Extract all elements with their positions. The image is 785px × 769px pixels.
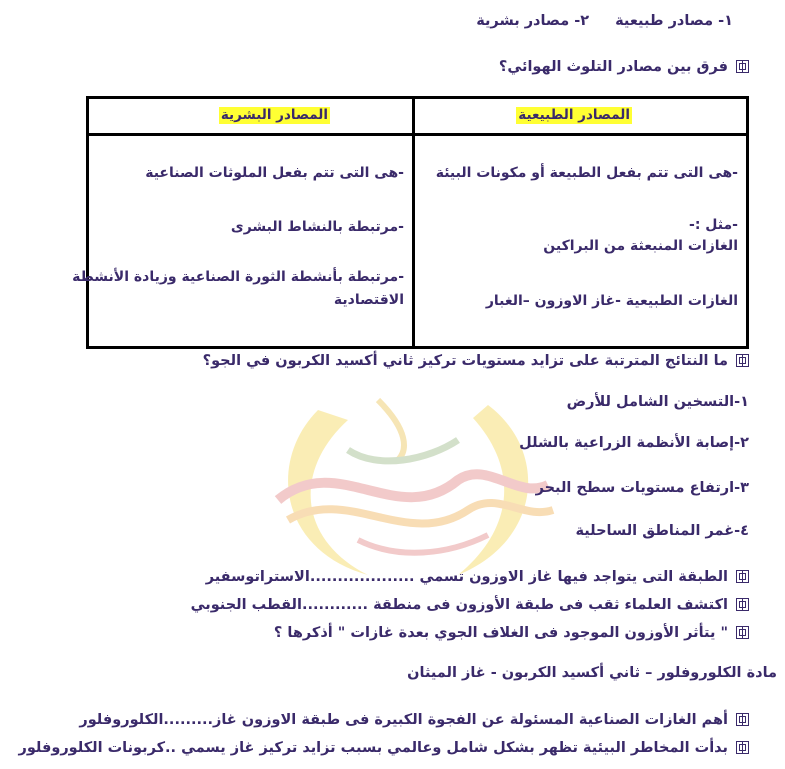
question-affecting-gases: " يتأثر الأوزون الموجود فى الغلاف الجوي بعدة غازات " أذكرها ؟ [0,624,749,642]
checkbox-bullet-icon [736,354,749,367]
natural-example-volcanoes: الغازات المنبعثة من البراكين [543,238,738,254]
natural-example-gases: الغازات الطبيعية -غاز الاوزون –الغبار [485,293,738,309]
checkbox-bullet-icon [736,713,749,726]
checkbox-bullet-icon [736,626,749,639]
checkbox-bullet-icon [736,60,749,73]
checkbox-bullet-icon [736,741,749,754]
consequence-item: ٣-ارتفاع مستويات سطح البحر [535,480,749,496]
question-ozone-layer: الطبقة التى يتواجد فيها غاز الاوزون تسمي ...................الاستراتوسفير [0,568,749,586]
human-column [72,136,412,346]
source-natural: ١- مصادر طبيعية [615,13,733,29]
question-difference: فرق بين مصادر التلوث الهوائي؟ [0,58,749,76]
consequence-item: ٤-غمر المناطق الساحلية [575,523,749,539]
header-natural-cell [412,99,746,136]
natural-definition: -هى التى تتم بفعل الطبيعة أو مكونات البيئة [435,165,738,181]
header-natural: المصادر الطبيعية [518,107,630,123]
natural-example-label: -مثل :- [689,217,738,233]
header-human-cell [89,99,412,136]
checkbox-bullet-icon [736,598,749,611]
human-definition: -هى التى تتم بفعل الملوثات الصناعية [145,165,404,181]
header-human: المصادر البشرية [220,107,328,123]
source-human: ٢- مصادر بشرية [476,13,590,29]
human-linked-economic: الاقتصادية [333,292,404,308]
consequence-item: ١-التسخين الشامل للأرض [566,394,749,410]
question-ozone-hole: اكتشف العلماء ثقب فى طبقة الأوزون فى منطقة ............القطب الجنوبي [0,596,749,614]
natural-column [412,136,746,346]
checkbox-bullet-icon [736,570,749,583]
human-linked-industrial: -مرتبطة بأنشطة الثورة الصناعية وزيادة الأنشطة [72,269,404,285]
human-linked-activity: -مرتبطة بالنشاط البشرى [230,219,404,235]
comparison-table [72,96,749,349]
question-environmental-risks: بدأت المخاطر البيئية تظهر بشكل شامل وعالمي بسبب تزايد تركيز غاز يسمي ..كربونات الكلوروفلور [0,739,749,757]
sources-line [0,12,733,30]
question-consequences: ما النتائج المترتبة على تزايد مستويات تركيز ثاني أكسيد الكربون في الجو؟ [0,352,749,370]
gases-answer: مادة الكلوروفلور – ثاني أكسيد الكربون - غاز الميثان [407,665,777,681]
question-cfc: أهم الغازات الصناعية المسئولة عن الفجوة الكبيرة فى طبقة الاوزون غاز.........الكلوروفلور [0,711,749,729]
consequence-item: ٢-إصابة الأنظمة الزراعية بالشلل [519,435,749,451]
